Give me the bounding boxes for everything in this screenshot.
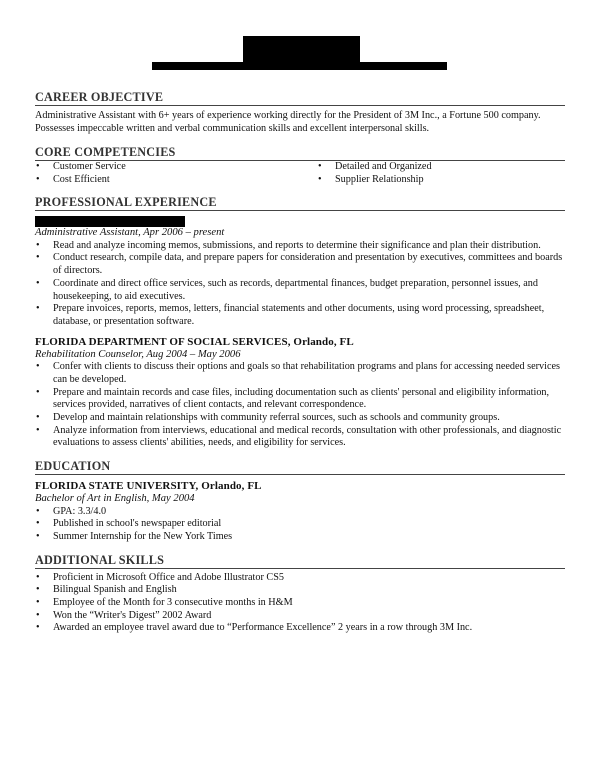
- section-heading: ADDITIONAL SKILLS: [35, 553, 565, 569]
- list-item: [35, 240, 565, 253]
- list-item: [35, 425, 565, 450]
- education-detail-text: Published in school's newspaper editorial: [53, 518, 222, 530]
- list-item: [35, 597, 565, 610]
- employer-name: FLORIDA DEPARTMENT OF SOCIAL SERVICES, Orlando, FL: [35, 335, 354, 348]
- section-heading: EDUCATION: [35, 459, 565, 475]
- bullet-icon: •: [318, 160, 322, 172]
- bullet-icon: •: [36, 609, 40, 621]
- job-entry: [35, 216, 565, 328]
- bullet-icon: •: [36, 571, 40, 583]
- list-item: [35, 161, 317, 174]
- section-career-objective: [35, 90, 565, 136]
- competency-text: Detailed and Organized: [335, 160, 432, 172]
- section-core-competencies: [35, 145, 565, 186]
- education-detail-text: Summer Internship for the New York Times: [53, 530, 233, 542]
- skill-text: Awarded an employee travel award due to “Performance Excellence” 2 years in a row through 3M Inc.: [53, 622, 473, 634]
- education-details: [35, 506, 565, 544]
- list-item: [35, 412, 565, 425]
- school-name: FLORIDA STATE UNIVERSITY, Orlando, FL: [35, 480, 262, 493]
- job-duties: [35, 240, 565, 329]
- competency-text: Customer Service: [53, 160, 126, 172]
- duty-text: Read and analyze incoming memos, submissions, and reports to determine their significance and plan their distribution.: [53, 239, 541, 251]
- education-detail-text: GPA: 3.3/4.0: [53, 505, 107, 517]
- list-item: [35, 506, 565, 519]
- section-heading: CAREER OBJECTIVE: [35, 90, 565, 106]
- list-item: [35, 610, 565, 623]
- competency-list: [35, 161, 565, 186]
- job-entry: [35, 336, 565, 450]
- bullet-icon: •: [36, 303, 40, 315]
- bullet-icon: •: [36, 518, 40, 530]
- skill-text: Employee of the Month for 3 consecutive months in H&M: [53, 597, 293, 609]
- section-education: [35, 459, 565, 544]
- list-item: [35, 278, 565, 303]
- list-item: [35, 174, 317, 187]
- bullet-icon: •: [36, 622, 40, 634]
- list-item: [35, 531, 565, 544]
- bullet-icon: •: [36, 584, 40, 596]
- duty-text: Confer with clients to discuss their options and goals so that rehabilitation programs and plans for accessing needed services can be developed.: [53, 361, 560, 385]
- duty-text: Coordinate and direct office services, such as records, departmental finances, budget preparation, personnel issues, and housekeeping, to aid executives.: [53, 277, 538, 302]
- list-item: [35, 387, 565, 412]
- competency-text: Supplier Relationship: [335, 173, 424, 185]
- skills-list: [35, 572, 565, 636]
- list-item: [35, 622, 565, 635]
- duty-text: Prepare invoices, reports, memos, letters, financial statements and other documents, using word processing, spreadsheet, database, or presentation software.: [53, 303, 545, 327]
- skill-text: Proficient in Microsoft Office and Adobe Illustrator CS5: [53, 571, 284, 583]
- section-additional-skills: [35, 553, 565, 636]
- duty-text: Conduct research, compile data, and prepare papers for consideration and presentation by executives, committees and boards of directors.: [53, 252, 563, 277]
- bullet-icon: •: [36, 252, 40, 264]
- bullet-icon: •: [36, 277, 40, 289]
- list-item: [35, 303, 565, 328]
- bullet-icon: •: [36, 160, 40, 172]
- redacted-employer: [35, 216, 185, 227]
- degree: Bachelor of Art in English, May 2004: [35, 493, 195, 505]
- list-item: [35, 361, 565, 386]
- bullet-icon: •: [318, 173, 322, 185]
- section-heading: PROFESSIONAL EXPERIENCE: [35, 195, 565, 211]
- objective-text: Administrative Assistant with 6+ years of experience working directly for the President of 3M Inc., a Fortune 500 company. Possesses impeccable written and verbal communication skills and excellent interpersonal skills.: [35, 110, 541, 134]
- redacted-name: [243, 36, 360, 63]
- job-duties: [35, 361, 565, 450]
- bullet-icon: •: [36, 597, 40, 609]
- duty-text: Develop and maintain relationships with community referral sources, such as schools and community groups.: [53, 411, 500, 423]
- bullet-icon: •: [36, 386, 40, 398]
- bullet-icon: •: [36, 530, 40, 542]
- bullet-icon: •: [36, 505, 40, 517]
- duty-text: Analyze information from interviews, educational and medical records, consultation with other professionals, and diagnostic evaluations to assess clients' abilities, needs, and eligibility for services.: [53, 424, 562, 449]
- bullet-icon: •: [36, 239, 40, 251]
- section-heading: CORE COMPETENCIES: [35, 145, 565, 161]
- job-role: Rehabilitation Counselor, Aug 2004 – May 2006: [35, 348, 241, 360]
- bullet-icon: •: [36, 173, 40, 185]
- bullet-icon: •: [36, 361, 40, 373]
- resume-content: [35, 90, 565, 635]
- list-item: [35, 252, 565, 277]
- duty-text: Prepare and maintain records and case files, including documentation such as clients' personal and eligibility information, services provided, narratives of client contacts, and relevant correspondence.: [53, 386, 550, 411]
- skill-text: Won the “Writer's Digest” 2002 Award: [53, 609, 212, 621]
- list-item: [35, 518, 565, 531]
- bullet-icon: •: [36, 424, 40, 436]
- list-item: [35, 572, 565, 585]
- list-item: [35, 584, 565, 597]
- list-item: [317, 161, 565, 174]
- competency-text: Cost Efficient: [53, 173, 110, 185]
- skill-text: Bilingual Spanish and English: [53, 584, 177, 596]
- bullet-icon: •: [36, 411, 40, 423]
- list-item: [317, 174, 565, 187]
- redacted-contact-line: [152, 62, 447, 70]
- job-role: Administrative Assistant, Apr 2006 – present: [35, 227, 225, 239]
- section-professional-experience: [35, 195, 565, 450]
